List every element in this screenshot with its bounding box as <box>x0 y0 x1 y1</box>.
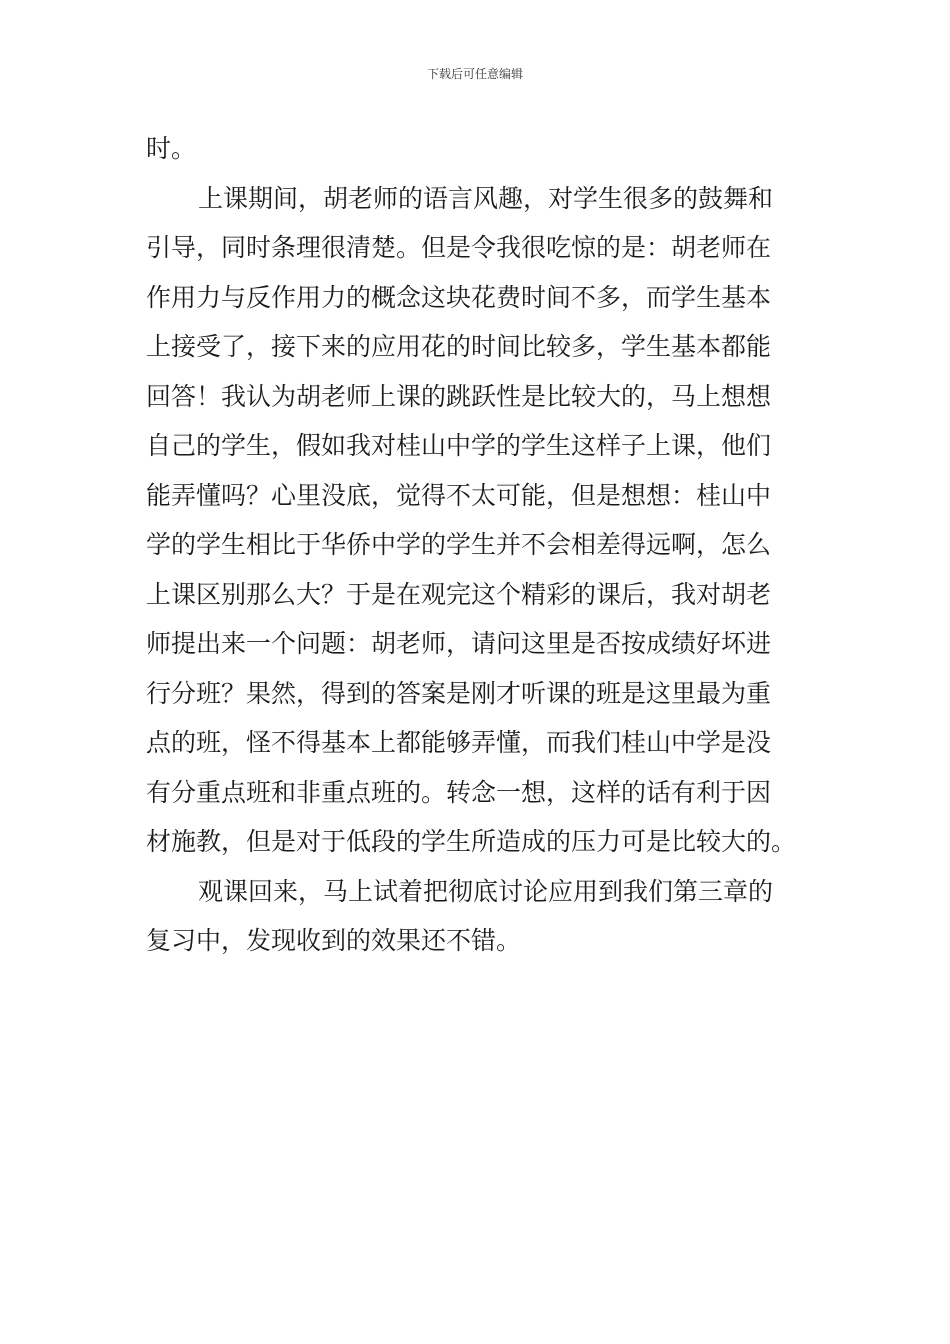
body-text <box>146 124 808 966</box>
paragraph-line: 时。 <box>146 134 197 163</box>
paragraph-line: 作用力与反作用力的概念这块花费时间不多，而学生基本 <box>146 282 772 312</box>
page-header: 下载后可任意编辑 <box>426 67 523 81</box>
paragraph-line: 回答！我认为胡老师上课的跳跃性是比较大的，马上想想 <box>146 381 772 411</box>
paragraph-line: 复习中，发现收到的效果还不错。 <box>146 926 522 955</box>
paragraph-line: 引导，同时条理很清楚。但是令我很吃惊的是：胡老师在 <box>146 233 772 262</box>
paragraph-line: 材施教，但是对于低段的学生所造成的压力可是比较大的。 <box>146 827 797 856</box>
paragraph-line: 上课期间，胡老师的语言风趣，对学生很多的鼓舞和 <box>198 183 774 213</box>
paragraph-line: 上课区别那么大？于是在观完这个精彩的课后，我对胡老 <box>146 579 772 609</box>
paragraph-line: 学的学生相比于华侨中学的学生并不会相差得远啊，怎么 <box>146 530 772 559</box>
paragraph-line: 行分班？果然，得到的答案是刚才听课的班是这里最为重 <box>146 678 772 708</box>
paragraph-line: 自己的学生，假如我对桂山中学的学生这样子上课，他们 <box>146 431 772 460</box>
paragraph-line: 上接受了，接下来的应用花的时间比较多，学生基本都能 <box>146 332 772 361</box>
paragraph-line: 师提出来一个问题：胡老师，请问这里是否按成绩好坏进 <box>146 629 772 658</box>
paragraph-line: 观课回来，马上试着把彻底讨论应用到我们第三章的 <box>198 876 774 906</box>
paragraph-line: 有分重点班和非重点班的。转念一想，这样的话有利于因 <box>146 777 772 807</box>
paragraph-line: 能弄懂吗？心里没底，觉得不太可能，但是想想：桂山中 <box>146 480 772 510</box>
paragraph-line: 点的班，怪不得基本上都能够弄懂，而我们桂山中学是没 <box>146 728 772 757</box>
